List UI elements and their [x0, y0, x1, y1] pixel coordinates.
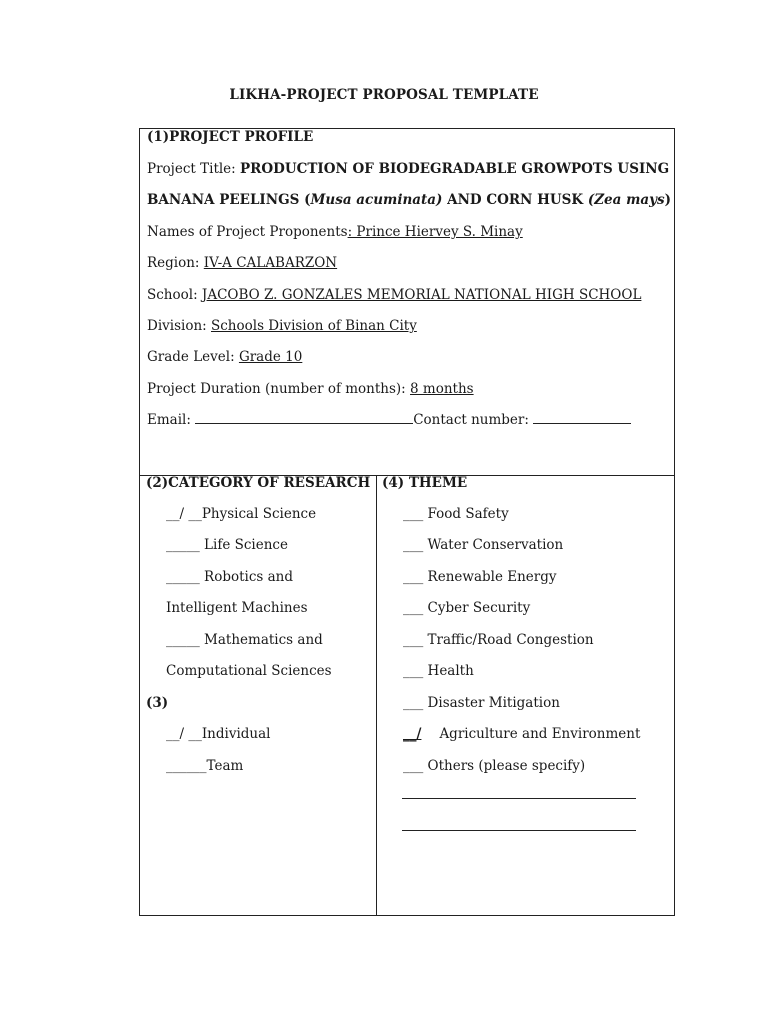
- category-mark: _____: [166, 632, 205, 648]
- theme-item-renewable-energy[interactable]: [403, 568, 557, 586]
- theme-mark: ___: [403, 695, 428, 711]
- column-divider: [376, 475, 377, 915]
- theme-label: Water Conservation: [427, 537, 564, 553]
- category-label: Mathematics and: [204, 632, 323, 648]
- category-mark: _____: [166, 569, 205, 585]
- category-header: (2)CATEGORY OF RESEARCH: [146, 475, 371, 491]
- participation-item-individual[interactable]: [166, 725, 270, 743]
- theme-mark: ___: [403, 632, 428, 648]
- grade-level-label: Grade Level:: [147, 349, 239, 365]
- project-title-part-c: ): [664, 192, 671, 208]
- project-title-part-a: BANANA PEELINGS (: [147, 192, 311, 208]
- theme-header: (4) THEME: [382, 475, 468, 491]
- participation-label: Team: [206, 758, 244, 774]
- school-value: JACOBO Z. GONZALES MEMORIAL NATIONAL HIGH SCHOOL: [201, 287, 642, 303]
- document-title: LIKHA-PROJECT PROPOSAL TEMPLATE: [229, 87, 539, 103]
- theme-label: Food Safety: [427, 506, 509, 522]
- division-row: [147, 317, 417, 335]
- theme-mark: ___: [403, 663, 428, 679]
- theme-label: Disaster Mitigation: [427, 695, 560, 711]
- theme-item-agriculture[interactable]: [403, 725, 640, 743]
- duration-value: 8 months: [410, 381, 474, 397]
- theme-item-traffic[interactable]: [403, 631, 594, 649]
- others-specify-line-2[interactable]: [402, 818, 636, 836]
- school-label: School:: [147, 287, 202, 303]
- grade-level-value: Grade 10: [238, 349, 303, 365]
- theme-mark: ___: [403, 569, 428, 585]
- theme-item-others[interactable]: [403, 757, 585, 775]
- proponents-value: : Prince Hiervey S. Minay: [347, 224, 523, 240]
- project-title-part-b: AND CORN HUSK: [442, 192, 588, 208]
- category-item-physical-science[interactable]: [166, 505, 316, 523]
- category-mark: __/ __: [166, 506, 202, 522]
- theme-mark: ___: [403, 600, 428, 616]
- contact-number-blank[interactable]: [533, 411, 631, 424]
- duration-label: Project Duration (number of months):: [147, 381, 411, 397]
- contact-number-label: Contact number:: [413, 412, 534, 428]
- theme-mark-checked: __/: [403, 726, 422, 742]
- category-label: Robotics and: [204, 569, 294, 585]
- email-label: Email:: [147, 412, 196, 428]
- category-label: Life Science: [204, 537, 288, 553]
- theme-item-food-safety[interactable]: [403, 505, 509, 523]
- participation-mark: ______: [166, 758, 207, 774]
- category-item-life-science[interactable]: [166, 536, 288, 554]
- participation-mark: __/ __: [166, 726, 202, 742]
- contact-row: [147, 411, 631, 429]
- category-item-robotics-cont: [166, 599, 308, 617]
- proponents-label: Names of Project Proponents: [147, 224, 348, 240]
- division-label: Division:: [147, 318, 211, 334]
- category-mark: _____: [166, 537, 205, 553]
- theme-label: Health: [427, 663, 474, 679]
- project-title-label: Project Title:: [147, 161, 241, 177]
- participation-label: Individual: [201, 726, 271, 742]
- theme-item-disaster-mitigation[interactable]: [403, 694, 560, 712]
- category-item-mathematics-cont: [166, 662, 332, 680]
- category-item-robotics[interactable]: [166, 568, 293, 586]
- school-row: [147, 286, 641, 304]
- project-title-row: [147, 160, 669, 178]
- region-row: [147, 254, 337, 272]
- project-title-line1: PRODUCTION OF BIODEGRADABLE GROWPOTS USING: [240, 161, 670, 177]
- participation-header: (3): [146, 695, 169, 711]
- proponents-row: [147, 223, 523, 241]
- email-blank[interactable]: [195, 411, 413, 424]
- project-profile-header: (1)PROJECT PROFILE: [147, 129, 314, 145]
- theme-item-water-conservation[interactable]: [403, 536, 563, 554]
- duration-row: [147, 380, 474, 398]
- theme-label: Renewable Energy: [427, 569, 557, 585]
- region-label: Region:: [147, 255, 204, 271]
- category-label: Computational Sciences: [166, 663, 332, 679]
- theme-item-cyber-security[interactable]: [403, 599, 530, 617]
- region-value: IV-A CALABARZON: [203, 255, 338, 271]
- theme-mark: ___: [403, 506, 428, 522]
- category-item-mathematics[interactable]: [166, 631, 323, 649]
- proposal-form-table: [139, 128, 675, 916]
- participation-item-team[interactable]: [166, 757, 243, 775]
- corn-scientific-name: (Zea mays: [587, 192, 665, 208]
- theme-label: Traffic/Road Congestion: [427, 632, 594, 648]
- theme-mark: ___: [403, 537, 428, 553]
- theme-mark: ___: [403, 758, 428, 774]
- theme-item-health[interactable]: [403, 662, 474, 680]
- theme-label: Others (please specify): [427, 758, 586, 774]
- project-title-line2: [147, 191, 671, 209]
- category-label: Intelligent Machines: [166, 600, 308, 616]
- banana-scientific-name: Musa acuminata): [310, 192, 443, 208]
- division-value: Schools Division of Binan City: [211, 318, 417, 334]
- theme-label: Agriculture and Environment: [439, 726, 641, 742]
- theme-label: Cyber Security: [427, 600, 531, 616]
- grade-level-row: [147, 348, 302, 366]
- others-specify-line-1[interactable]: [402, 786, 636, 804]
- category-label: Physical Science: [201, 506, 317, 522]
